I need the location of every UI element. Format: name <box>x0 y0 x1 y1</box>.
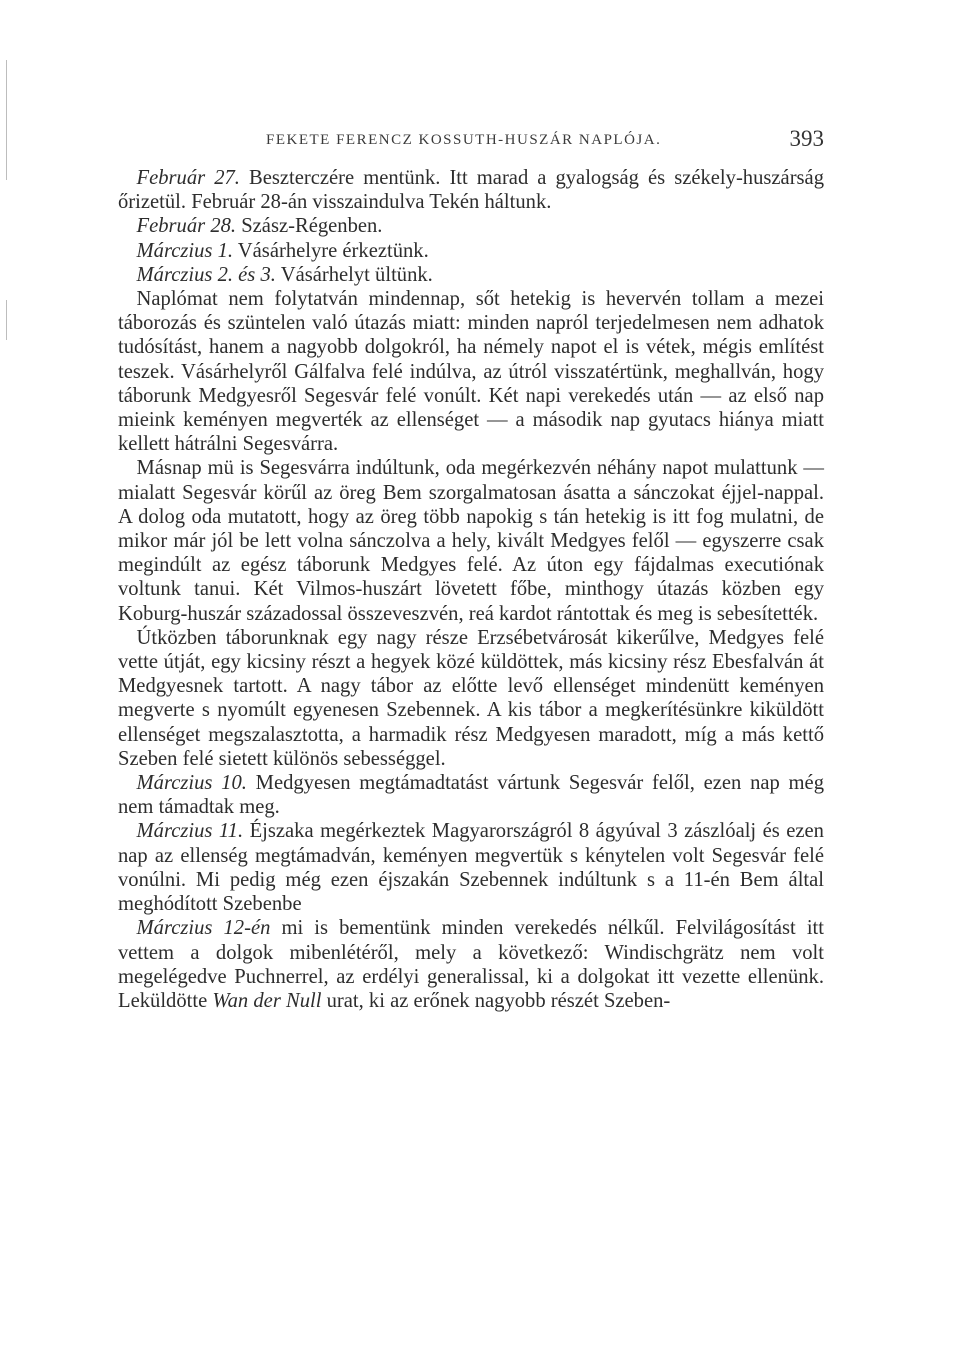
paragraph <box>118 166 824 214</box>
paragraph-text: Naplómat nem folytatván mindennap, sőt hetekig is hevervén tollam a mezei táborozás és szüntelen való útazás miatt: minden napról terjedelmesen nem adhatok tudósítást, hanem a nagyobb dolgokról, ha némely napot el is vétek, mégis említést teszek. Vásárhelyről Gálfalva felé indúlva, az útról visszatértünk, meghallván, hogy táborunk Medgyesről Segesvár felé vonúlt. Két napi verekedés után — az első nap mieink keményen megverték az ellenséget — a második nap gyutacs hiánya miatt kellett hátrálni Segesvárra. <box>118 288 824 456</box>
scan-margin-line <box>6 300 7 340</box>
entry-date: Márczius 11. <box>136 820 244 843</box>
entry-date: Márczius 1. <box>136 239 234 262</box>
entry-date: Márczius 10. <box>136 772 247 795</box>
paragraph <box>118 819 824 916</box>
running-head <box>118 126 824 156</box>
entry-date: Márczius 2. és 3. <box>136 263 276 286</box>
scan-margin-line <box>6 60 7 180</box>
paragraph-text: Vásárhelyre érkeztünk. <box>233 239 429 262</box>
paragraph <box>118 214 824 238</box>
paragraph-text: Útközben táborunknak egy nagy része Erzsébetvárosát kikerűlve, Medgyes felé vette útját, egy kicsiny részt a hegyek közé küldöttek, más kicsiny rész Ebesfalván át Medgyesnek tartott. A nagy tábor az előtte levő ellenséget mindenütt keményen megverte s nyomúlt egyenesen Szebennek. A kis tábor a megkerítésünkre kiküldött ellenséget megszalasztotta, a harmadik rész Medgyesen maradott, míg a más kettő Szeben felé sietett különös sebességgel. <box>118 626 824 770</box>
book-page <box>118 126 824 1013</box>
running-title: FEKETE FERENCZ KOSSUTH-HUSZÁR NAPLÓJA. <box>266 132 662 148</box>
paragraph-text: Éjszaka megérkeztek Magyarországról 8 ágyúval 3 zászlóalj és ezen nap az ellenség megtámadván, keményen megvertük s kénytelen volt Segesvár felé vonúlni. Mi pedig még ezen éjszakán Szebennek indúltunk s a 11-én Bem által meghódított Szebenbe <box>118 820 824 916</box>
paragraph-text: Másnap mü is Segesvárra indúltunk, oda megérkezvén néhány napot mulattunk — mialatt Segesvár körűl az öreg Bem szorgalmatosan ásatta a sánczokat éjjel-nappal. A dolog oda mutatott, hogy az öreg több napokig s tán hetekig is itt fog mulatni, de mikor már jól be lett volna sánczolva a hely, kivált Medgyes felől — egyszerre csak megindúlt az egész táborunk Medgyes felé. Az úton egy fájdalmas executiónak voltunk tanui. Két Vilmos-huszárt lövetett főbe, minthogy útazás közben egy Koburg-huszár századossal összeveszvén, reá kardot rántottak és meg is sebesítették. <box>118 457 824 625</box>
entry-date: Márczius 12-én <box>136 917 271 940</box>
entry-date: Február 28. <box>136 215 237 238</box>
paragraph-text: Vásárhelyt ültünk. <box>275 263 433 286</box>
paragraph-text: Beszterczére mentünk. Itt marad a gyalogság és székely-huszárság őrizetül. Február 28-án visszaindulva Tekén háltunk. <box>118 167 824 214</box>
paragraph <box>118 771 824 819</box>
paragraph <box>118 626 824 771</box>
paragraph <box>118 239 824 263</box>
paragraph <box>118 916 824 1013</box>
paragraph-text: Medgyesen megtámadtatást vártunk Segesvár felől, ezen nap még nem támadtak meg. <box>118 772 824 819</box>
body-text <box>118 166 824 1013</box>
paragraph-text: Szász-Régenben. <box>236 215 383 238</box>
paragraph-text: mi is bementünk minden verekedés nélkűl. Felvilágosítást itt vettem a dolgok mibenlétéről, mely a következő: Windischgrätz nem volt megelégedve Puchnerrel, az erdélyi generalissal, ki a dolgokat itt vezette ellenünk. Leküldötte <box>118 917 824 1012</box>
italic-name: Wan der Null <box>212 989 322 1012</box>
paragraph-text: urat, ki az erőnek nagyobb részét Szeben- <box>321 989 671 1012</box>
paragraph <box>118 456 824 625</box>
page-number: 393 <box>789 126 824 151</box>
paragraph <box>118 263 824 287</box>
entry-date: Február 27. <box>136 167 240 189</box>
paragraph <box>118 287 824 456</box>
